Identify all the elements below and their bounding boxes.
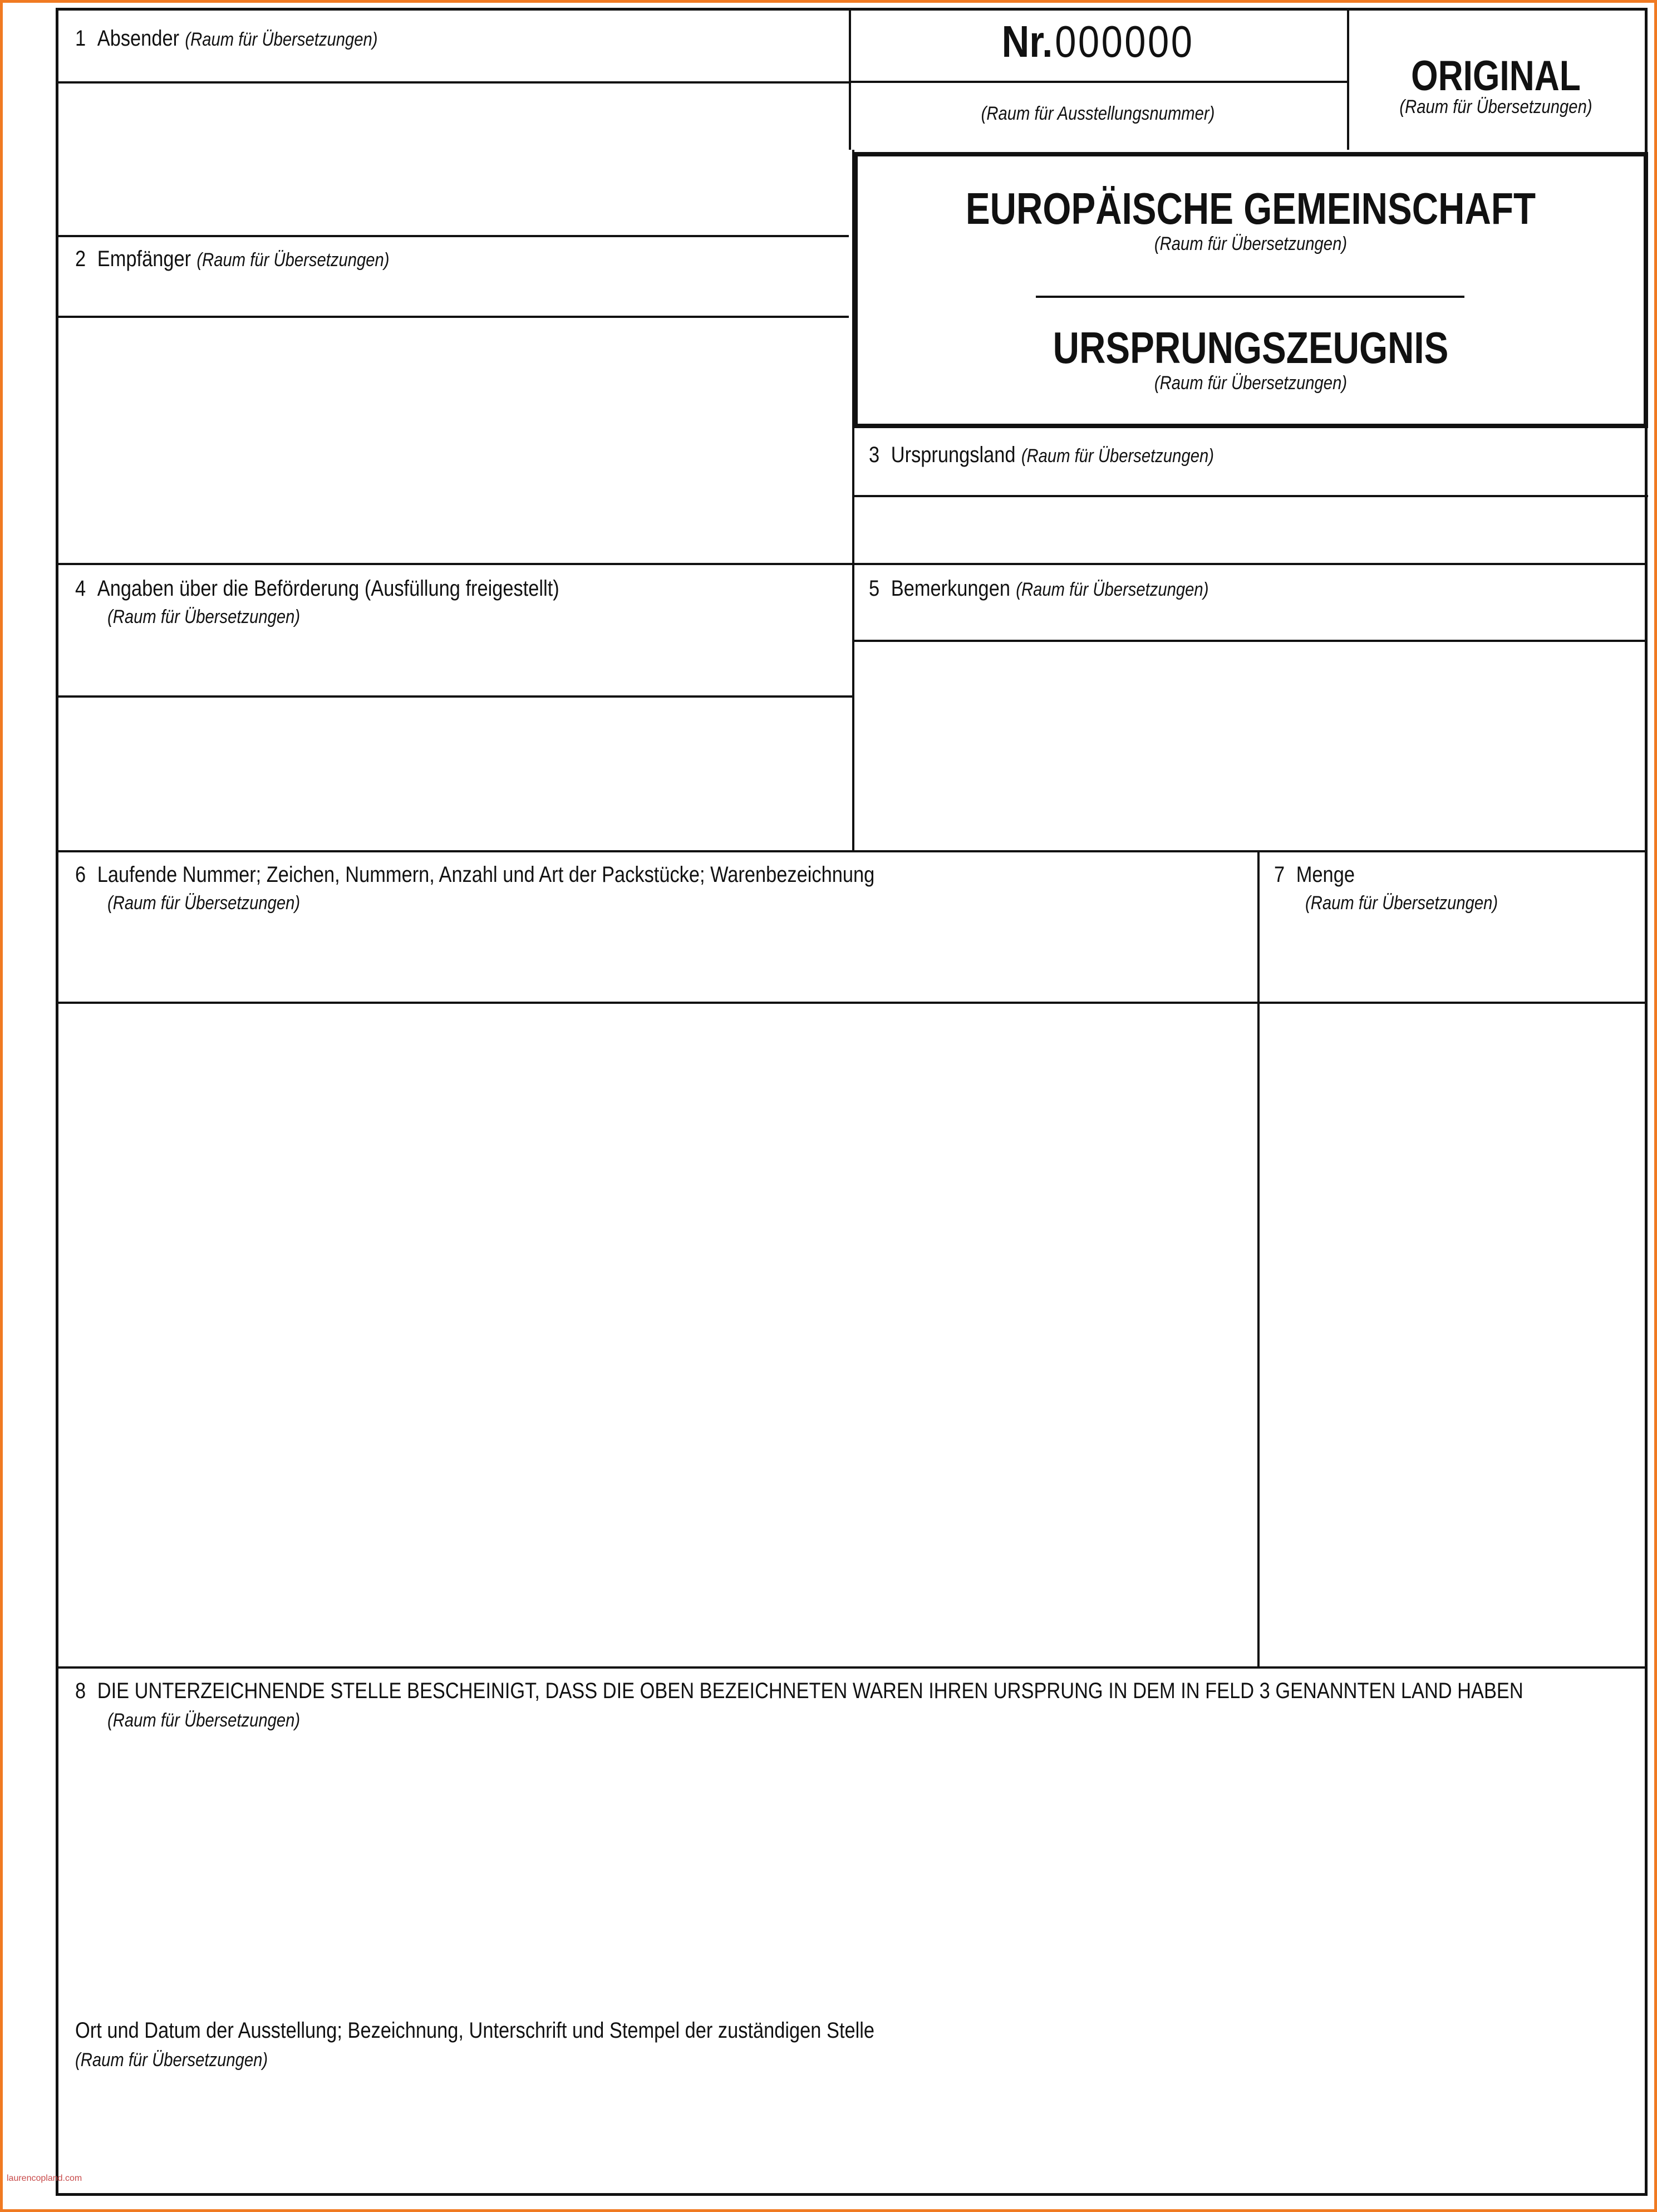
- certificate-number: Nr. 000000: [1001, 17, 1194, 66]
- divider: [849, 81, 1347, 83]
- field-3-label: 3 Ursprungsland (Raum für Übersetzungen): [869, 443, 1214, 467]
- signature-translation: (Raum für Übersetzungen): [75, 2049, 268, 2071]
- divider: [58, 850, 1645, 852]
- divider: [852, 640, 1645, 642]
- signature-label: Ort und Datum der Ausstellung; Bezeichnung, Unterschrift und Stempel der zuständigen Stelle: [75, 2018, 875, 2043]
- divider: [849, 11, 851, 150]
- field-7-translation: (Raum für Übersetzungen): [1305, 892, 1498, 914]
- divider: [58, 316, 849, 318]
- field-1-label: 1 Absender (Raum für Übersetzungen): [75, 26, 378, 51]
- divider: [58, 563, 1645, 565]
- field-4-translation: (Raum für Übersetzungen): [107, 606, 301, 627]
- title-certificate-of-origin: URSPRUNGSZEUGNIS: [1053, 323, 1449, 372]
- field-4-label: 4 Angaben über die Beförderung (Ausfüllung freigestellt): [75, 576, 559, 601]
- title-european-community: EUROPÄISCHE GEMEINSCHAFT: [965, 184, 1536, 233]
- field-6-translation: (Raum für Übersetzungen): [107, 892, 301, 914]
- divider: [58, 1002, 1645, 1004]
- number-subtitle: (Raum für Ausstellungsnummer): [981, 103, 1215, 124]
- field-7-label: 7 Menge: [1274, 862, 1355, 887]
- certificate-form: [56, 8, 1648, 2196]
- divider: [1347, 11, 1349, 150]
- field-6-label: 6 Laufende Nummer; Zeichen, Nummern, Anzahl und Art der Packstücke; Warenbezeichnung: [75, 862, 875, 887]
- divider: [852, 150, 854, 852]
- title-subtitle: (Raum für Übersetzungen): [1154, 233, 1348, 254]
- original-label: ORIGINAL: [1411, 52, 1581, 100]
- divider: [58, 695, 852, 698]
- divider: [58, 1666, 1645, 1669]
- divider: [58, 235, 849, 237]
- certificate-subtitle: (Raum für Übersetzungen): [1154, 372, 1348, 394]
- original-subtitle: (Raum für Übersetzungen): [1399, 96, 1592, 117]
- divider: [58, 81, 849, 84]
- watermark: laurencopland.com: [7, 2174, 82, 2183]
- divider: [1257, 850, 1260, 1669]
- field-8-label: 8 DIE UNTERZEICHNENDE STELLE BESCHEINIGT, DASS DIE OBEN BEZEICHNETEN WAREN IHREN URSPRUNG IN DEM IN FELD 3 GENANNTEN LAND HABEN: [75, 1679, 1523, 1703]
- title-divider: [1036, 296, 1464, 298]
- field-5-label: 5 Bemerkungen (Raum für Übersetzungen): [869, 576, 1209, 601]
- field-2-label: 2 Empfänger (Raum für Übersetzungen): [75, 247, 390, 271]
- divider: [852, 495, 1648, 497]
- field-8-translation: (Raum für Übersetzungen): [107, 1710, 301, 1731]
